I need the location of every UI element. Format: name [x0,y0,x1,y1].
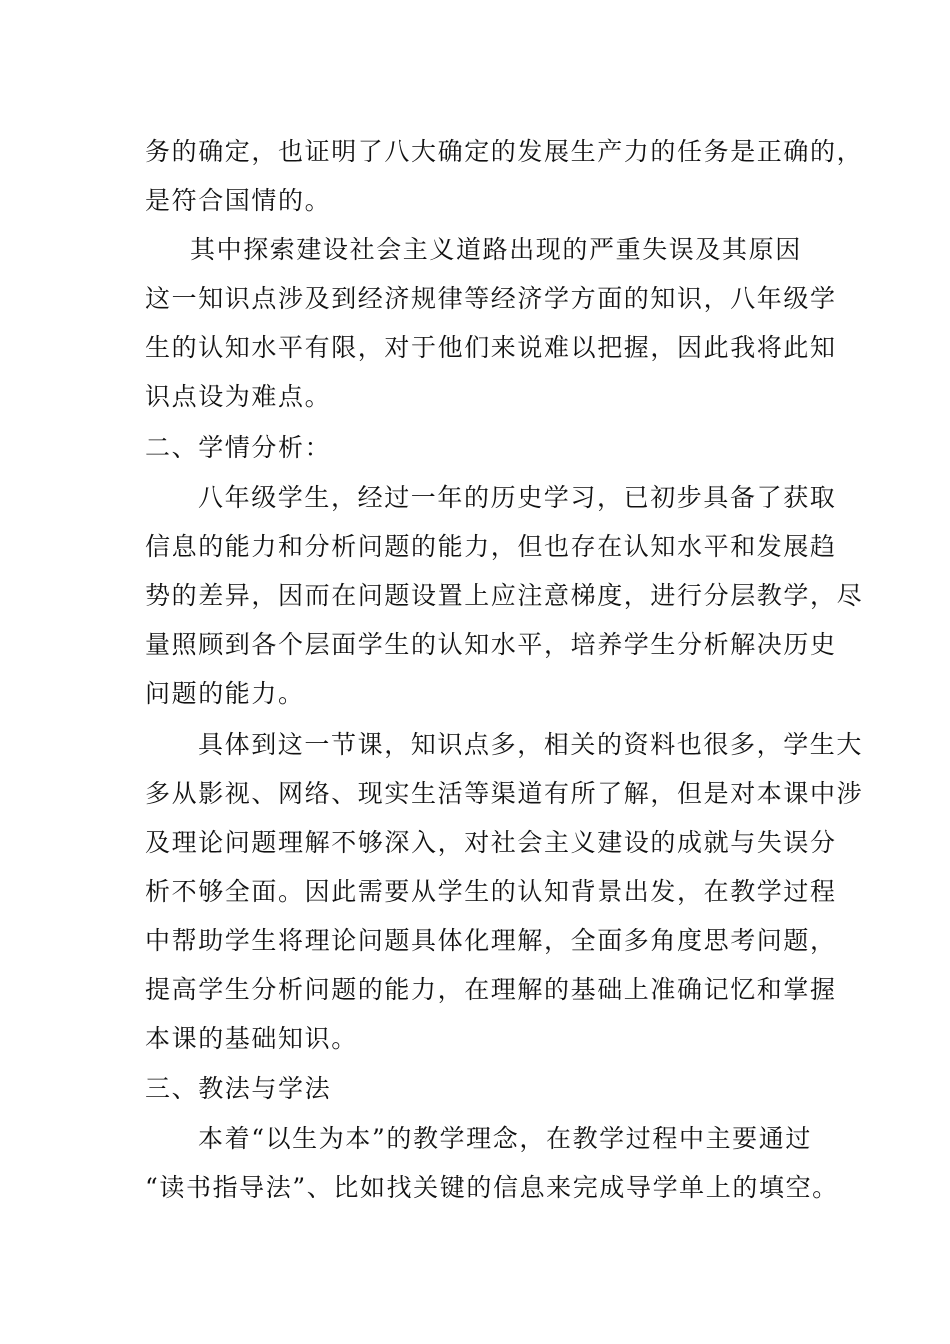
text-line: 本着“以生为本”的教学理念，在教学过程中主要通过 [198,1124,812,1153]
text-line: 生的认知水平有限，对于他们来说难以把握，因此我将此知 [145,333,837,362]
text-line: 信息的能力和分析问题的能力，但也存在认知水平和发展趋 [145,532,837,561]
text-line: 问题的能力。 [145,679,305,708]
text-line: “读书指导法”、比如找关键的信息来完成导学单上的填空。 [145,1173,839,1202]
section-heading: 三、教法与学法 [145,1074,332,1103]
text-line: 中帮助学生将理论问题具体化理解，全面多角度思考问题， [145,926,837,955]
text-line: 势的差异，因而在问题设置上应注意梯度，进行分层教学，尽 [145,581,864,610]
text-line: 提高学生分析问题的能力，在理解的基础上准确记忆和掌握 [145,975,837,1004]
text-line: 析不够全面。因此需要从学生的认知背景出发，在教学过程 [145,877,837,906]
text-line: 本课的基础知识。 [145,1024,358,1053]
text-line: 及理论问题理解不够深入，对社会主义建设的成就与失误分 [145,828,837,857]
text-line: 多从影视、网络、现实生活等渠道有所了解，但是对本课中涉 [145,779,864,808]
text-line: 识点设为难点。 [145,382,332,411]
text-line: 量照顾到各个层面学生的认知水平，培养学生分析解决历史 [145,630,837,659]
text-line: 八年级学生，经过一年的历史学习，已初步具备了获取 [198,483,837,512]
section-heading: 二、学情分析： [145,433,332,462]
text-line: 这一知识点涉及到经济规律等经济学方面的知识，八年级学 [145,284,837,313]
text-line: 是符合国情的。 [145,186,332,215]
text-line: 务的确定，也证明了八大确定的发展生产力的任务是正确的， [145,137,864,166]
text-line: 其中探索建设社会主义道路出现的严重失误及其原因 [190,235,802,264]
text-line: 具体到这一节课，知识点多，相关的资料也很多，学生大 [198,730,864,759]
